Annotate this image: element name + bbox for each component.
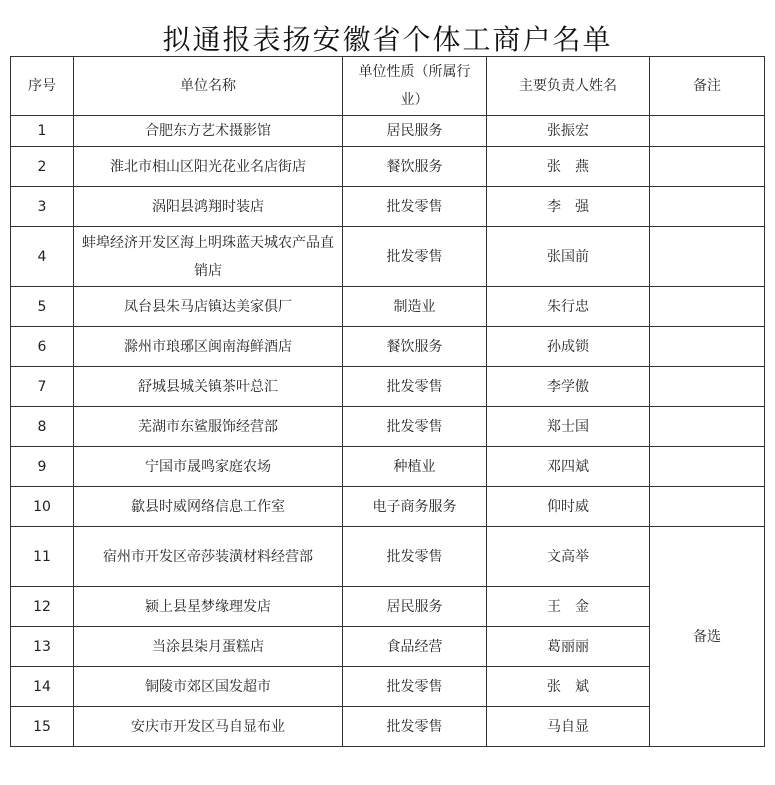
row-unit-name: 舒城县城关镇茶叶总汇 — [74, 367, 343, 407]
merchant-table — [10, 56, 765, 747]
row-unit-nature: 食品经营 — [343, 627, 487, 667]
row-unit-name: 歙县时威网络信息工作室 — [74, 487, 343, 527]
table-row — [11, 527, 765, 587]
row-unit-name: 铜陵市郊区国发超市 — [74, 667, 343, 707]
table-row — [11, 487, 765, 527]
row-index: 9 — [11, 447, 74, 487]
remark-group-cell: 备选 — [650, 527, 765, 747]
page-title: 拟通报表扬安徽省个体工商户名单 — [162, 23, 613, 56]
row-unit-nature: 电子商务服务 — [343, 487, 487, 527]
row-unit-name: 颍上县星梦缘理发店 — [74, 587, 343, 627]
row-index: 10 — [11, 487, 74, 527]
row-remark — [650, 187, 765, 227]
row-person: 文高举 — [487, 527, 650, 587]
row-remark — [650, 407, 765, 447]
row-person: 邓四斌 — [487, 447, 650, 487]
row-person: 张 燕 — [487, 147, 650, 187]
row-index: 12 — [11, 587, 74, 627]
row-index: 11 — [11, 527, 74, 587]
row-person: 王 金 — [487, 587, 650, 627]
table-header-row — [11, 57, 765, 116]
header-index: 序号 — [11, 57, 74, 116]
row-unit-nature: 餐饮服务 — [343, 147, 487, 187]
row-unit-name: 滁州市琅琊区闽南海鲜酒店 — [74, 327, 343, 367]
row-unit-name: 芜湖市东鲨服饰经营部 — [74, 407, 343, 447]
row-remark — [650, 116, 765, 147]
row-unit-nature: 批发零售 — [343, 187, 487, 227]
row-unit-nature: 批发零售 — [343, 527, 487, 587]
row-remark — [650, 327, 765, 367]
table-row — [11, 287, 765, 327]
row-person: 葛丽丽 — [487, 627, 650, 667]
row-person: 马自显 — [487, 707, 650, 747]
row-unit-nature: 餐饮服务 — [343, 327, 487, 367]
row-unit-nature: 批发零售 — [343, 367, 487, 407]
row-index: 4 — [11, 227, 74, 287]
row-unit-nature: 批发零售 — [343, 707, 487, 747]
row-unit-nature: 种植业 — [343, 447, 487, 487]
row-unit-nature: 批发零售 — [343, 667, 487, 707]
row-unit-name: 涡阳县鸿翔时装店 — [74, 187, 343, 227]
row-index: 1 — [11, 116, 74, 147]
row-person: 张 斌 — [487, 667, 650, 707]
row-index: 13 — [11, 627, 74, 667]
row-unit-name: 宁国市晟鸣家庭农场 — [74, 447, 343, 487]
row-unit-name: 宿州市开发区帝莎装潢材料经营部 — [74, 527, 343, 587]
table-row — [11, 447, 765, 487]
header-unit-name: 单位名称 — [74, 57, 343, 116]
row-index: 2 — [11, 147, 74, 187]
row-unit-name: 合肥东方艺术摄影馆 — [74, 116, 343, 147]
row-unit-name: 淮北市相山区阳光花业名店街店 — [74, 147, 343, 187]
table-row — [11, 367, 765, 407]
row-unit-nature: 批发零售 — [343, 407, 487, 447]
row-person: 李 强 — [487, 187, 650, 227]
row-index: 7 — [11, 367, 74, 407]
header-person: 主要负责人姓名 — [487, 57, 650, 116]
row-person: 张国前 — [487, 227, 650, 287]
row-unit-name: 凤台县朱马店镇达美家俱厂 — [74, 287, 343, 327]
row-index: 3 — [11, 187, 74, 227]
header-remark: 备注 — [650, 57, 765, 116]
row-unit-name: 蚌埠经济开发区海上明珠蓝天城农产品直销店 — [74, 227, 343, 287]
table-row — [11, 227, 765, 287]
row-person: 仰时威 — [487, 487, 650, 527]
table-row — [11, 116, 765, 147]
row-person: 郑士国 — [487, 407, 650, 447]
row-person: 孙成锁 — [487, 327, 650, 367]
row-unit-nature: 居民服务 — [343, 116, 487, 147]
row-index: 6 — [11, 327, 74, 367]
table-row — [11, 407, 765, 447]
row-person: 李学傲 — [487, 367, 650, 407]
row-remark — [650, 367, 765, 407]
row-remark — [650, 147, 765, 187]
table-row — [11, 327, 765, 367]
row-index: 5 — [11, 287, 74, 327]
row-person: 张振宏 — [487, 116, 650, 147]
row-unit-nature: 批发零售 — [343, 227, 487, 287]
row-remark — [650, 447, 765, 487]
row-remark — [650, 487, 765, 527]
header-unit-nature: 单位性质（所属行业） — [343, 57, 487, 116]
row-unit-name: 安庆市开发区马自显布业 — [74, 707, 343, 747]
row-unit-nature: 居民服务 — [343, 587, 487, 627]
row-unit-nature: 制造业 — [343, 287, 487, 327]
row-person: 朱行忠 — [487, 287, 650, 327]
row-remark — [650, 227, 765, 287]
row-index: 15 — [11, 707, 74, 747]
row-index: 14 — [11, 667, 74, 707]
table-row — [11, 187, 765, 227]
row-index: 8 — [11, 407, 74, 447]
row-remark — [650, 287, 765, 327]
row-unit-name: 当涂县柒月蛋糕店 — [74, 627, 343, 667]
table-row — [11, 147, 765, 187]
